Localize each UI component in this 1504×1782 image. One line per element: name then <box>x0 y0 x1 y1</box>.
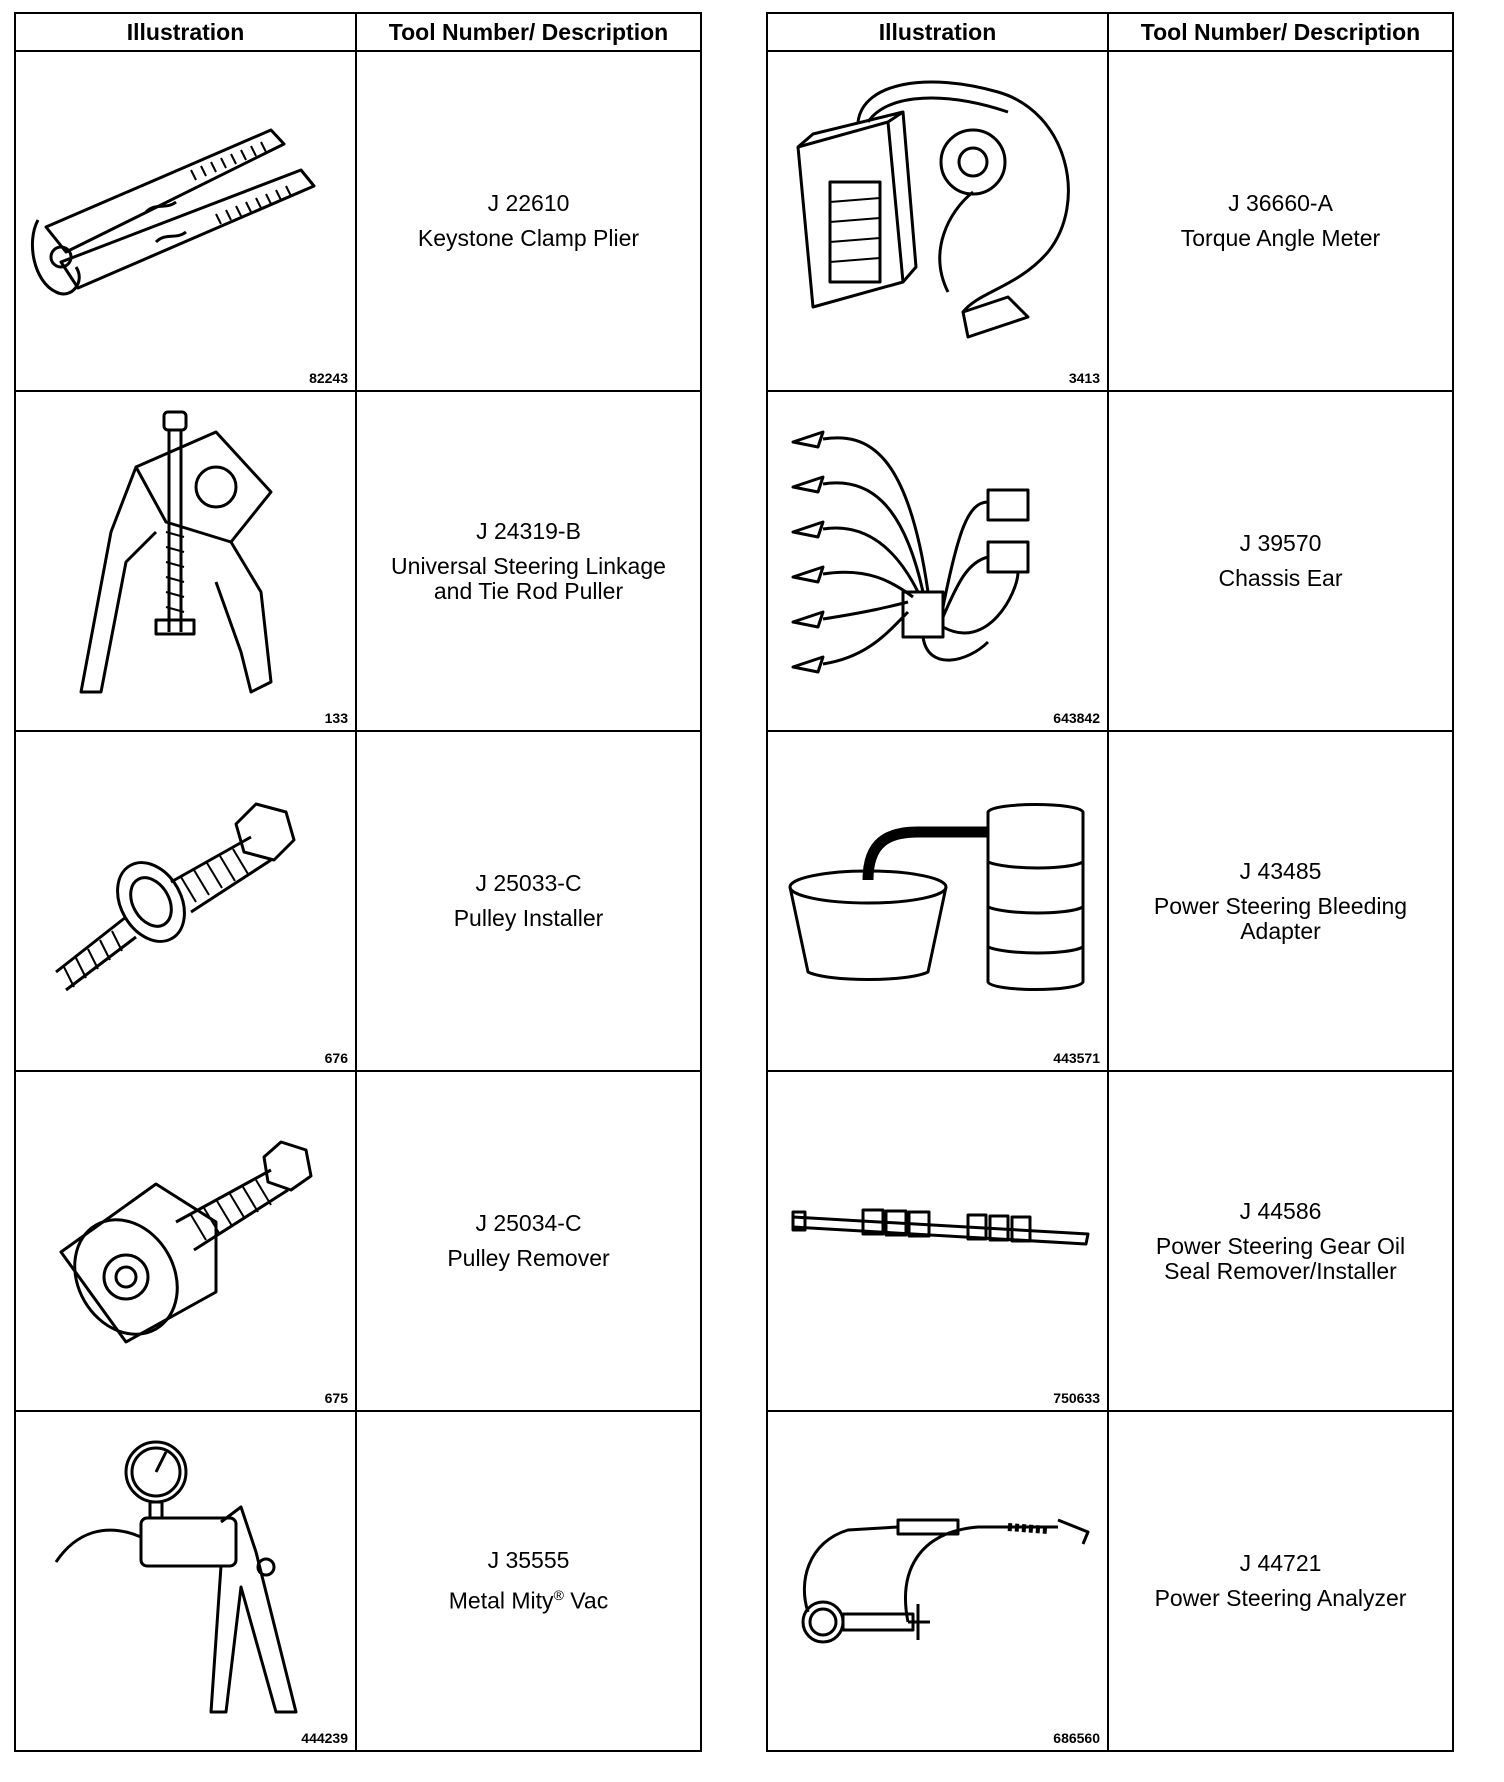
tie-rod-puller-icon <box>16 392 355 730</box>
vacuum-pump-icon <box>16 1412 355 1750</box>
tool-name: Pulley Remover <box>447 1245 610 1271</box>
table-row <box>767 1411 1453 1751</box>
tool-name: Power Steering Bleeding Adapter <box>1153 892 1408 944</box>
figure-number: 750633 <box>1053 1390 1100 1406</box>
tool-number: J 36660-A <box>1228 190 1333 216</box>
table-row <box>767 391 1453 731</box>
pulley-installer-icon <box>16 732 355 1070</box>
tool-number: J 25033-C <box>475 870 582 896</box>
tool-name: Keystone Clamp Plier <box>417 225 640 251</box>
tool-number: J 43485 <box>1239 857 1322 884</box>
header-row <box>767 13 1453 51</box>
pulley-remover-icon <box>16 1072 355 1410</box>
header-illustration: Illustration <box>767 13 1108 51</box>
chassis-ear-icon <box>768 392 1107 730</box>
tools-table-right <box>766 12 1454 1752</box>
figure-number: 676 <box>324 1050 348 1066</box>
table-row <box>767 1071 1453 1411</box>
figure-number: 133 <box>324 710 348 726</box>
table-row <box>15 731 701 1071</box>
tool-name: Metal Mity® Vac <box>448 1587 609 1614</box>
tool-name: Torque Angle Meter <box>1180 225 1381 251</box>
table-row <box>767 51 1453 391</box>
table-row <box>767 731 1453 1071</box>
keystone-clamp-plier-icon <box>16 52 355 390</box>
tool-name: Pulley Installer <box>453 905 604 931</box>
tool-number: J 22610 <box>487 190 570 216</box>
tool-number: J 24319-B <box>476 517 581 544</box>
figure-number: 3413 <box>1068 370 1100 386</box>
tool-number: J 35555 <box>487 1547 570 1574</box>
tool-number: J 44721 <box>1239 1550 1322 1576</box>
figure-number: 675 <box>324 1390 348 1406</box>
tool-number: J 39570 <box>1239 530 1322 556</box>
table-row <box>15 51 701 391</box>
header-tool-description: Tool Number/ Description <box>356 13 701 51</box>
tool-name: Universal Steering Linkage and Tie Rod Puller <box>391 552 666 604</box>
tool-number: J 44586 <box>1239 1197 1322 1224</box>
header-row <box>15 13 701 51</box>
figure-number: 82243 <box>309 370 348 386</box>
torque-angle-meter-icon <box>768 52 1107 390</box>
tools-table-left <box>14 12 702 1752</box>
table-row <box>15 391 701 731</box>
table-row <box>15 1071 701 1411</box>
power-steering-analyzer-icon <box>768 1412 1107 1750</box>
figure-number: 444239 <box>301 1730 348 1746</box>
tool-name: Power Steering Analyzer <box>1154 1585 1407 1611</box>
header-tool-description: Tool Number/ Description <box>1108 13 1453 51</box>
table-row <box>15 1411 701 1751</box>
figure-number: 686560 <box>1053 1730 1100 1746</box>
header-illustration: Illustration <box>15 13 356 51</box>
tool-number: J 25034-C <box>475 1210 582 1236</box>
bleeding-adapter-icon <box>768 732 1107 1070</box>
figure-number: 643842 <box>1053 710 1100 726</box>
tool-name: Power Steering Gear Oil Seal Remover/Installer <box>1155 1232 1406 1284</box>
tool-name: Chassis Ear <box>1218 565 1343 591</box>
seal-remover-installer-icon <box>768 1072 1107 1410</box>
figure-number: 443571 <box>1053 1050 1100 1066</box>
